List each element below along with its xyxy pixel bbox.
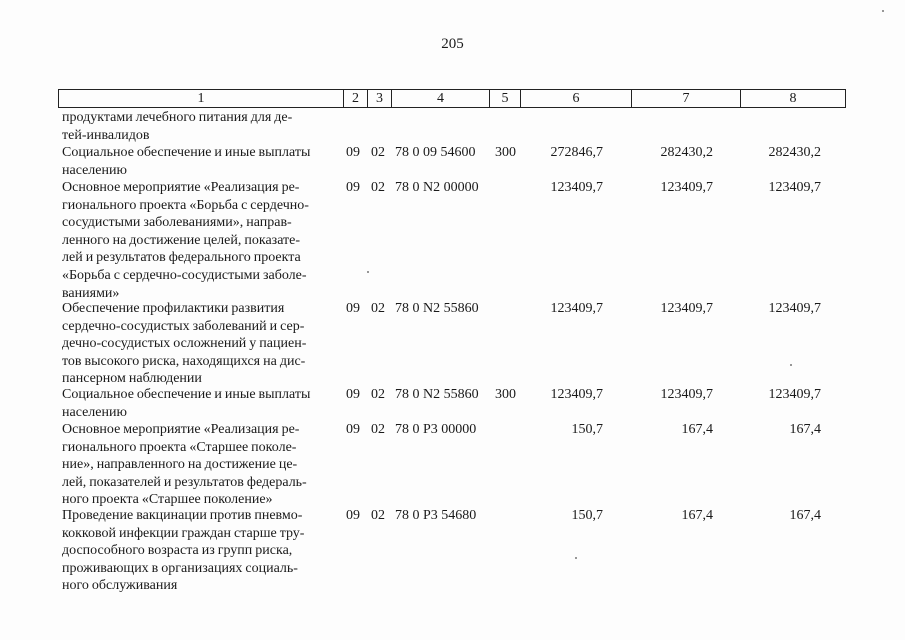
subsection-code: 02 (371, 508, 385, 523)
row-description (62, 386, 334, 421)
amount-col-7: 123409,7 (660, 180, 713, 195)
section-code: 09 (346, 387, 360, 402)
description-line: ваниями» (62, 285, 120, 301)
subsection-code: 02 (371, 180, 385, 195)
subsection-code: 02 (371, 422, 385, 437)
description-line: ние», направленного на достижение це- (62, 457, 298, 473)
amount-col-8: 123409,7 (768, 387, 821, 402)
amount-col-7: 167,4 (681, 508, 713, 523)
page-number: 205 (441, 36, 464, 52)
amount-col-7: 123409,7 (660, 387, 713, 402)
scan-speck (575, 557, 577, 559)
section-code: 09 (346, 508, 360, 523)
header-col-2: 2 (352, 91, 359, 106)
header-col-5: 5 (501, 91, 509, 106)
amount-col-8: 123409,7 (768, 301, 821, 316)
amount-col-6: 123409,7 (550, 301, 603, 316)
description-line: лей, показателей и результатов федераль- (62, 474, 307, 490)
description-line: сердечно-сосудистых заболеваний и сер- (62, 318, 305, 334)
scan-speck (882, 10, 884, 12)
row-description (62, 421, 334, 509)
description-line: гионального проекта «Борьба с сердечно- (62, 197, 309, 213)
description-line: Проведение вакцинации против пневмо- (62, 508, 303, 523)
target-article-code: 78 0 P3 54680 (395, 508, 477, 523)
description-line: населению (62, 162, 127, 178)
description-line: проживающих в организациях социаль- (62, 560, 298, 576)
section-code: 09 (346, 301, 360, 316)
amount-col-6: 123409,7 (550, 180, 603, 195)
expense-type-code: 300 (495, 145, 516, 160)
amount-col-7: 167,4 (681, 422, 713, 437)
target-article-code: 78 0 N2 55860 (395, 387, 479, 402)
amount-col-7: 123409,7 (660, 301, 713, 316)
row-description (62, 300, 334, 388)
subsection-code: 02 (371, 387, 385, 402)
row-description (62, 179, 334, 302)
description-line: тов высокого риска, находящихся на дис- (62, 353, 306, 369)
description-line: пансерном наблюдении (62, 371, 202, 387)
scan-speck (790, 364, 792, 366)
amount-col-8: 123409,7 (768, 180, 821, 195)
row-description (62, 109, 334, 144)
description-line: Социальное обеспечение и иные выплаты (62, 387, 311, 402)
description-line: доспособного возраста из групп риска, (62, 543, 293, 559)
target-article-code: 78 0 N2 00000 (395, 180, 479, 195)
row-description (62, 144, 334, 179)
amount-col-6: 150,7 (571, 508, 603, 523)
amount-col-8: 282430,2 (768, 145, 821, 160)
row-description (62, 507, 334, 595)
description-line: гионального проекта «Старшее поколе- (62, 439, 297, 455)
amount-col-6: 272846,7 (550, 145, 603, 160)
header-col-7: 7 (682, 91, 690, 106)
header-col-6: 6 (572, 91, 580, 106)
section-code: 09 (346, 180, 360, 195)
description-line: сосудистыми заболеваниями», направ- (62, 215, 292, 231)
header-col-8: 8 (789, 91, 797, 106)
description-line: ленного на достижение целей, показате- (62, 232, 301, 248)
description-line: кокковой инфекции граждан старше тру- (62, 525, 305, 541)
description-line: Основное мероприятие «Реализация ре- (62, 422, 300, 437)
target-article-code: 78 0 09 54600 (395, 145, 476, 160)
amount-col-8: 167,4 (789, 422, 821, 437)
description-line: ного обслуживания (62, 578, 178, 594)
description-line: Обеспечение профилактики развития (62, 301, 285, 316)
amount-col-8: 167,4 (789, 508, 821, 523)
description-line: продуктами лечебного питания для де- (62, 110, 293, 125)
description-line: лей и результатов федерального проекта (62, 250, 301, 266)
target-article-code: 78 0 P3 00000 (395, 422, 477, 437)
description-line: Основное мероприятие «Реализация ре- (62, 180, 300, 195)
amount-col-6: 123409,7 (550, 387, 603, 402)
scan-speck (367, 271, 369, 273)
description-line: тей-инвалидов (62, 127, 150, 143)
amount-col-7: 282430,2 (660, 145, 713, 160)
section-code: 09 (346, 145, 360, 160)
description-line: дечно-сосудистых осложнений у пациен- (62, 336, 307, 352)
table-header-row (58, 89, 846, 108)
target-article-code: 78 0 N2 55860 (395, 301, 479, 316)
header-col-1: 1 (197, 91, 205, 106)
header-col-3: 3 (376, 91, 383, 106)
subsection-code: 02 (371, 145, 385, 160)
expense-type-code: 300 (495, 387, 516, 402)
description-line: населению (62, 404, 127, 420)
subsection-code: 02 (371, 301, 385, 316)
description-line: ного проекта «Старшее поколение» (62, 492, 273, 508)
amount-col-6: 150,7 (571, 422, 603, 437)
section-code: 09 (346, 422, 360, 437)
description-line: «Борьба с сердечно-сосудистыми заболе- (62, 267, 307, 283)
header-col-4: 4 (437, 91, 444, 106)
description-line: Социальное обеспечение и иные выплаты (62, 145, 311, 160)
